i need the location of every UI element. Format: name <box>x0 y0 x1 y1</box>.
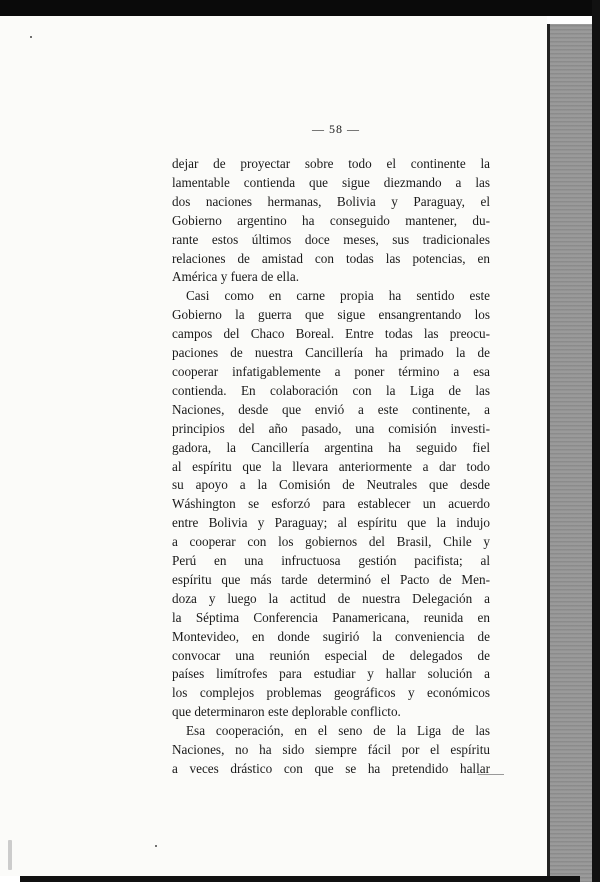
text-line: que determinaron este deplorable conflicto. <box>172 704 401 720</box>
text-line: principios del año pasado, una comisión investi- <box>172 420 490 436</box>
text-line: gadora, la Cancillería argentina ha seguido fiel <box>172 439 490 455</box>
text-line: dejar de proyectar sobre todo el continente la <box>172 156 490 171</box>
scan-speck <box>8 840 12 870</box>
text-line: convocar una reunión especial de delegados de <box>172 647 490 663</box>
text-line: Gobierno argentino ha conseguido mantener, du- <box>172 212 490 228</box>
text-line: Naciones, desde que envió a este continente, a <box>172 401 490 417</box>
text-line: relaciones de amistad con todas las potencias, en <box>172 250 490 266</box>
text-line: campos del Chaco Boreal. Entre todas las preocu- <box>172 326 490 342</box>
text-line: países limítrofes para estudiar y hallar solución a <box>172 666 490 682</box>
body-text <box>172 155 490 779</box>
scan-border-bottom <box>20 876 580 882</box>
text-line: Esa cooperación, en el seno de la Liga de las <box>186 723 490 739</box>
text-line: a cooperar con los gobiernos del Brasil, Chile y <box>172 534 490 550</box>
text-line: Casi como en carne propia ha sentido este <box>186 288 490 304</box>
text-line: Wáshington se esforzó para establecer un acuerdo <box>172 496 490 512</box>
text-line: doza y luego la actitud de nuestra Delegación a <box>172 590 490 606</box>
text-line: América y fuera de ella. <box>172 269 300 285</box>
scan-border-top <box>0 0 600 16</box>
scan-border-right <box>592 0 600 882</box>
text-line: Naciones, no ha sido siempre fácil por el espíritu <box>172 742 490 758</box>
text-line: a veces drástico con que se ha pretendido hallar <box>172 761 490 776</box>
text-line: lamentable contienda que sigue diezmando a las <box>172 174 490 190</box>
text-line: Gobierno la guerra que sigue ensangrentando los <box>172 307 490 323</box>
text-line: rante estos últimos doce meses, sus tradicionales <box>172 231 490 247</box>
text-line: espíritu que más tarde determinó el Pacto de Men- <box>172 571 490 587</box>
text-line: su apoyo a la Comisión de Neutrales que desde <box>172 477 490 493</box>
text-line: Perú en una infructuosa gestión pacifista; al <box>172 553 490 569</box>
text-line: contienda. En colaboración con la Liga de las <box>172 382 490 398</box>
text-line: al espíritu que la llevara anteriormente a dar todo <box>172 458 490 474</box>
text-line: cooperar infatigablemente a poner término a esa <box>172 363 490 379</box>
text-line: la Séptima Conferencia Panamericana, reunida en <box>172 609 490 625</box>
scan-speck <box>155 845 157 847</box>
text-line: entre Bolivia y Paraguay; al espíritu que la indujo <box>172 515 490 531</box>
text-line: dos naciones hermanas, Bolivia y Paraguay, el <box>172 193 490 209</box>
text-line: los complejos problemas geográficos y económicos <box>172 685 490 701</box>
scan-speck <box>30 36 32 38</box>
book-spine-texture <box>550 24 592 882</box>
text-line: Montevideo, en donde sugirió la conveniencia de <box>172 628 490 644</box>
text-line: paciones de nuestra Cancillería ha primado la de <box>172 345 490 361</box>
page-number: — 58 — <box>312 122 360 136</box>
